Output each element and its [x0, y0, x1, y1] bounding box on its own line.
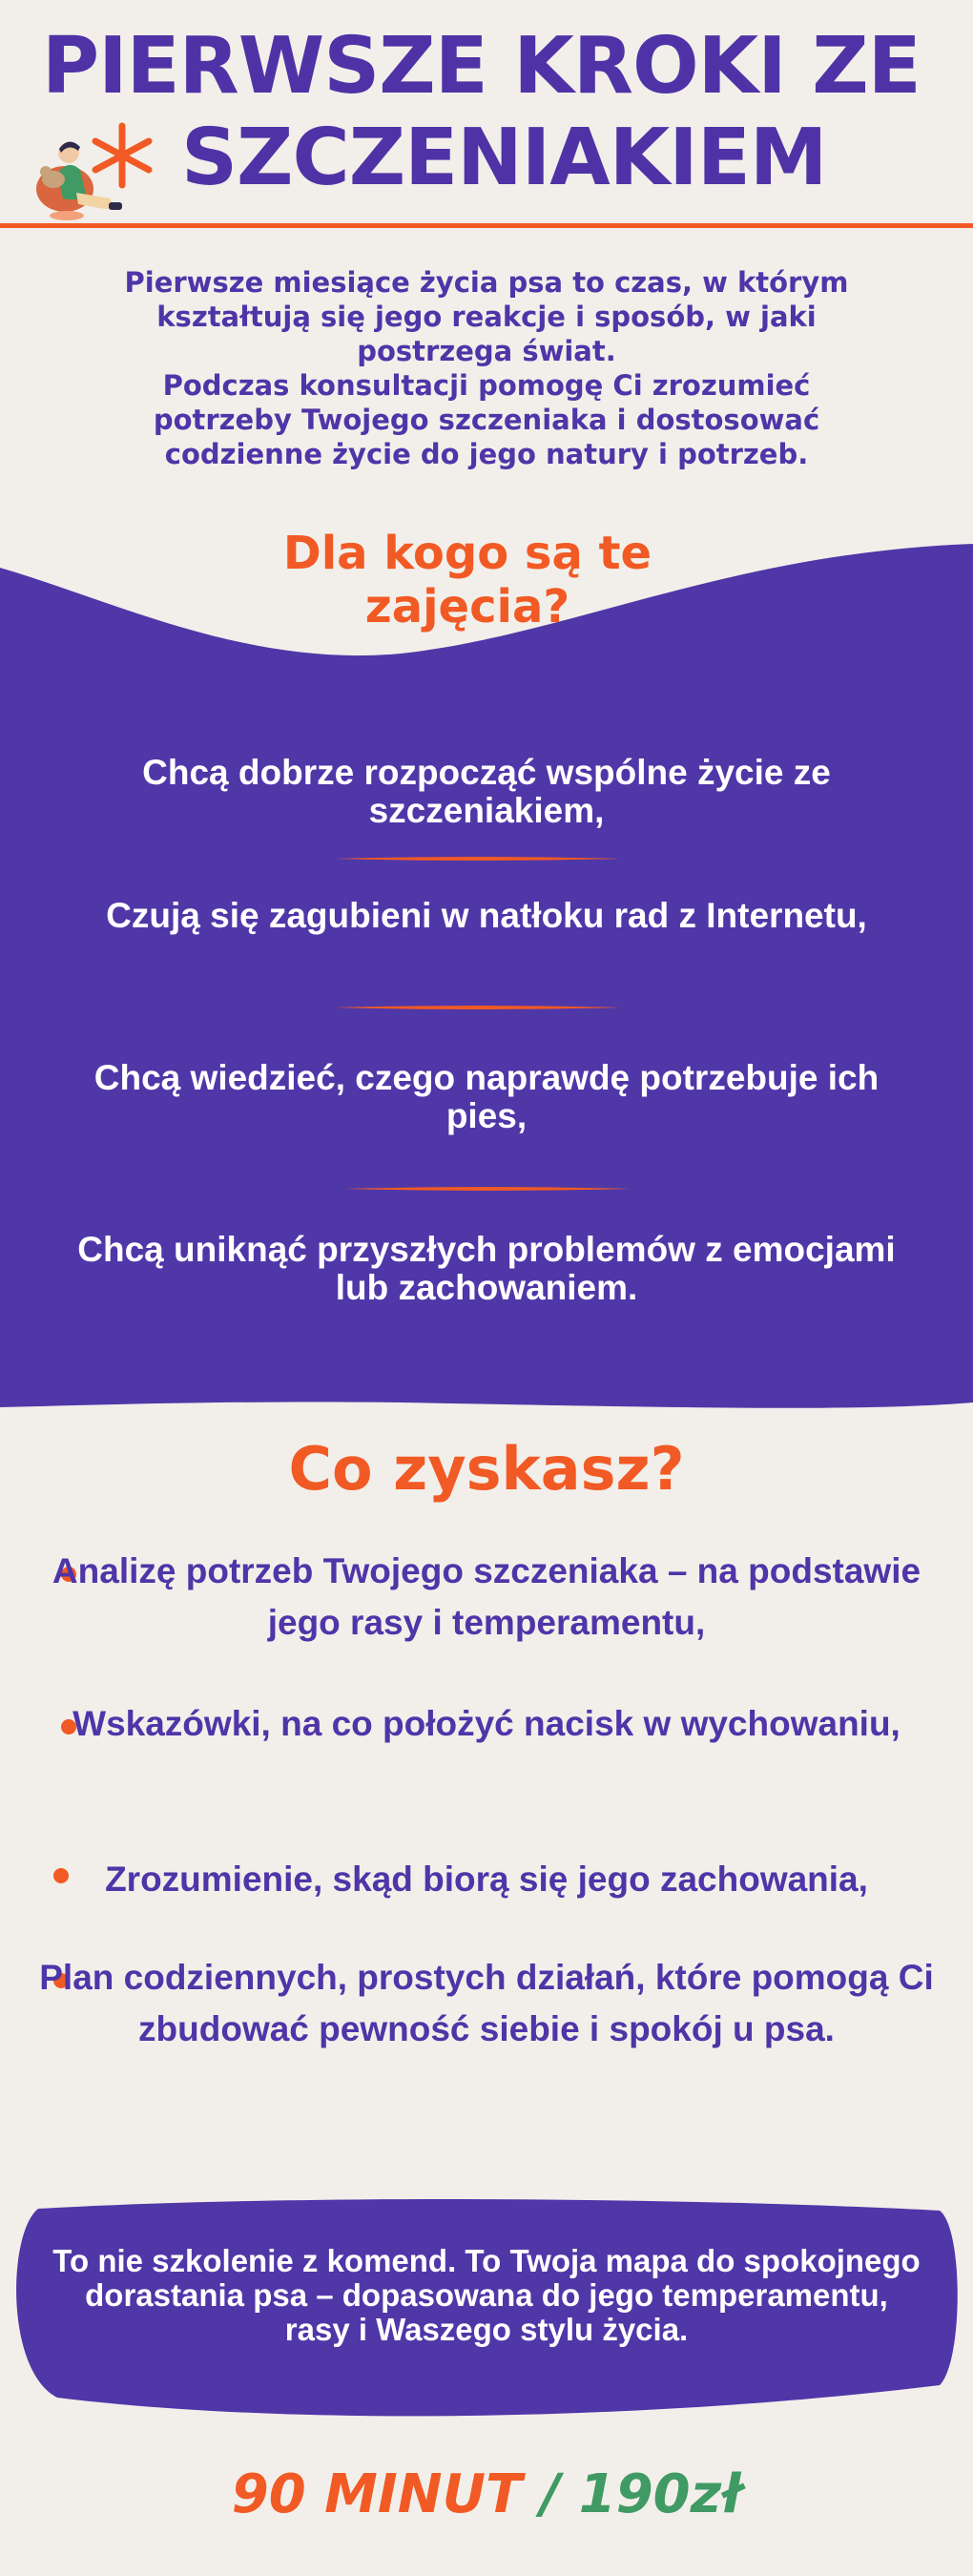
price-line: [191, 2462, 782, 2528]
title-line-1: PIERWSZE KROKI ZE: [42, 21, 921, 112]
gain-heading: Co zyskasz?: [288, 1434, 685, 1504]
gain-item-2: Wskazówki, na co położyć nacisk w wychowaniu,: [72, 1704, 901, 1743]
title-line-2: SZCZENIAKIEM: [181, 113, 827, 203]
who-item-1: Chcą dobrze rozpocząć wspólne życie ze szczeniakiem,: [142, 753, 831, 830]
price-separator: /: [540, 2463, 561, 2525]
person-with-dog-illustration: [19, 114, 162, 221]
price-text: 190zł: [578, 2463, 742, 2525]
summary-note: To nie szkolenie z komend. To Twoja mapa do spokojnego dorastania psa – dopasowana do jego temperamentu, rasy i Waszego stylu życia.: [52, 2243, 921, 2347]
asterisk-icon: [95, 126, 149, 185]
orange-brush-divider: [334, 855, 620, 862]
who-item-4: Chcą uniknąć przyszłych problemów z emocjami lub zachowaniem.: [77, 1230, 896, 1307]
orange-brush-divider: [334, 1004, 620, 1011]
duration-text: 90 MINUT: [231, 2463, 523, 2525]
who-item-3: Chcą wiedzieć, czego naprawdę potrzebuje ich pies,: [93, 1058, 880, 1135]
gain-item-4: Plan codziennych, prostych działań, które pomogą Ci zbudować pewność siebie i spokój u psa.: [39, 1958, 934, 2048]
intro-paragraph-2: Podczas konsultacji pomogę Ci zrozumieć potrzeby Twojego szczeniaka i dostosować codzienne życie do jego natury i potrzeb.: [153, 369, 820, 470]
who-heading: Dla kogo są te zajęcia?: [282, 527, 652, 634]
page-title: [38, 21, 954, 204]
intro-text: [91, 265, 882, 471]
who-item-2: Czują się zagubieni w natłoku rad z Internetu,: [106, 896, 867, 935]
orange-brush-divider: [343, 1185, 630, 1193]
gain-item-3: Zrozumienie, skąd biorą się jego zachowania,: [105, 1859, 868, 1899]
header-divider: [0, 223, 973, 228]
intro-paragraph-1: Pierwsze miesiące życia psa to czas, w którym kształtują się jego reakcje i sposób, w jaki postrzega świat.: [124, 266, 849, 367]
gain-item-1: Analizę potrzeb Twojego szczeniaka – na podstawie jego rasy i temperamentu,: [52, 1551, 921, 1642]
